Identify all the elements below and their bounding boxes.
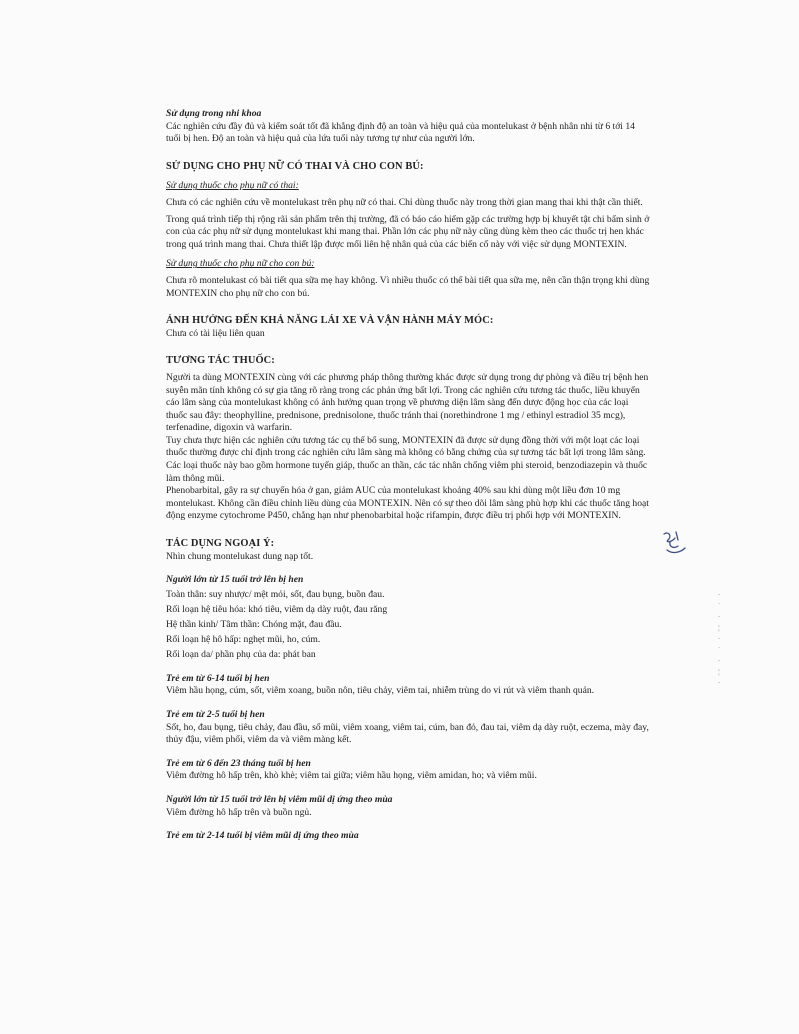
children-2-5-heading: Trẻ em từ 2-5 tuổi bị hen [166,709,265,720]
list-item: Hệ thần kinh/ Tâm thần: Chóng mặt, đau đầu. [166,618,342,630]
children-6-14-text: Viêm hầu họng, cúm, sốt, viêm xoang, buồn nôn, tiêu chảy, viêm tai, nhiễm trùng do vi rút và viêm thanh quản. [166,685,595,697]
pregnancy-heading: SỬ DỤNG CHO PHỤ NỮ CÓ THAI VÀ CHO CON BÚ: [166,160,424,172]
margin-dot: · [717,591,721,599]
nursing-paragraph: Chưa rõ montelukast có bài tiết qua sữa mẹ hay không. Vì nhiều thuốc có thể bài tiết qua sữa mẹ, nên cần thận trọng khi dùng MONTEXIN cho phụ nữ cho con bú. [166,274,650,299]
children-6-14-heading: Trẻ em từ 6-14 tuổi bị hen [166,672,270,684]
adults-rhinitis-heading: Người lớn từ 15 tuổi trở lên bị viêm mũi dị ứng theo mùa [166,793,393,805]
margin-dot: ˙ [717,602,721,610]
list-item: Rối loạn hệ tiêu hóa: khó tiêu, viêm dạ dày ruột, đau răng [166,603,388,615]
list-item: Toàn thân: suy nhược/ mệt mỏi, sốt, đau bụng, buồn đau. [166,588,385,600]
margin-dot: · [717,679,721,687]
interactions-paragraph-2: Tuy chưa thực hiện các nghiên cứu tương tác cụ thể bổ sung, MONTEXIN đã được sử dụng đồng thời với một loạt các loại thuốc thường được chỉ định trong các nghiên cứu lâm sàng mà không có bằng chứng của sự tương tác bất lợi trong lâm sàng. Các loại thuốc này bao gồm hormone tuyến giáp, thuốc an thần, các tác nhân chống viêm phi steroid, benzodiazepin và thuốc làm thông mũi. [166,434,648,484]
margin-marks [715,590,723,700]
nursing-subheading: Sử dụng thuốc cho phụ nữ cho con bú: [166,258,315,270]
paediatrics-heading: Sử dụng trong nhi khoa [166,108,262,119]
pregnant-subheading: Sử dụng thuốc cho phụ nữ có thai: [166,180,299,192]
side-effects-heading: TÁC DỤNG NGOẠI Ý: [166,538,275,550]
infants-text: Viêm đường hô hấp trên, khò khè; viêm tai giữa; viêm hầu họng, viêm amidan, ho; và viêm mũi. [166,770,537,782]
document-body [166,108,652,843]
margin-dot: ¦ [718,624,720,632]
adults-asthma-list [166,587,652,662]
margin-dot: · [717,613,721,621]
interactions-paragraph-1: Người ta dùng MONTEXIN cùng với các phương pháp thông thường khác được sử dụng trong dự phòng và điều trị bệnh hen suyễn mãn tính không có sự gia tăng rõ ràng trong các phản ứng bất lợi. Trong các nghiên cứu tương tác thuốc, liều khuyến cáo lâm sàng của montelukast không có ảnh hưởng quan trọng về phương diện lâm sàng đến dược động học của các loại thuốc sau đây: theophylline, prednisone, prednisolone, thuốc tránh thai (norethindrone 1 mg / ethinyl estradiol 35 mcg), terfenadine, digoxin và warfarin. [166,371,649,434]
adults-asthma-heading: Người lớn từ 15 tuổi trở lên bị hen [166,574,304,586]
driving-heading: ẢNH HƯỞNG ĐẾN KHẢ NĂNG LÁI XE VÀ VẬN HÀNH MÁY MÓC: [166,315,494,327]
pregnant-paragraph-2: Trong quá trình tiếp thị rộng rãi sản phẩm trên thị trường, đã có báo cáo hiếm gặp các trường hợp bị khuyết tật chi bẩm sinh ở con của các phụ nữ sử dụng montelukast khi mang thai. Phần lớn các phụ nữ này cũng dùng kèm theo các thuốc trị hen khác trong quá trình mang thai. Chưa thiết lập được mối liên hệ nhân quả của các biến cố này với việc sử dụng MONTEXIN. [166,213,650,250]
adults-rhinitis-text: Viêm đường hô hấp trên và buồn ngủ. [166,806,312,818]
driving-text: Chưa có tài liệu liên quan [166,327,265,339]
margin-dot: ˙ [717,646,721,654]
margin-dot: · [717,657,721,665]
infants-heading: Trẻ em từ 6 đến 23 tháng tuổi bị hen [166,757,311,769]
handwritten-signature [660,528,688,558]
margin-dot: · [717,635,721,643]
margin-dot: ¦ [718,668,720,676]
side-effects-intro: Nhìn chung montelukast dung nạp tốt. [166,550,314,562]
interactions-heading: TƯƠNG TÁC THUỐC: [166,355,275,367]
interactions-paragraph-3: Phenobarbital, gây ra sự chuyển hóa ở gan, giảm AUC của montelukast khoảng 40% sau khi dùng một liều đơn 10 mg montelukast. Không cần điều chỉnh liều dùng của MONTEXIN. Nên có sự theo dõi lâm sàng phù hợp khi các thuốc tăng hoạt động enzyme cytochrome P450, chẳng hạn như phenobarbital hoặc rifampin, được điều trị phối hợp với MONTEXIN. [166,485,649,522]
pregnant-paragraph-1: Chưa có các nghiên cứu về montelukast trên phụ nữ có thai. Chỉ dùng thuốc này trong thời gian mang thai khi thật cần thiết. [166,196,643,208]
children-rhinitis-heading: Trẻ em từ 2-14 tuổi bị viêm mũi dị ứng theo mùa [166,830,359,842]
list-item: Rối loạn da/ phần phụ của da: phát ban [166,648,316,660]
list-item: Rối loạn hệ hô hấp: nghẹt mũi, ho, cúm. [166,633,321,645]
children-2-5-text: Sốt, ho, đau bụng, tiêu chảy, đau đầu, sổ mũi, viêm xoang, viêm tai, cúm, ban đỏ, đau tai, viêm dạ dày ruột, eczema, mày đay, thủy đậu, viêm phổi, viêm da và viêm màng kết. [166,721,649,746]
paediatrics-text: Các nghiên cứu đầy đủ và kiểm soát tốt đã khẳng định độ an toàn và hiệu quả của montelukast ở bệnh nhân nhi từ 6 tới 14 tuổi bị hen. Độ an toàn và hiệu quả của lứa tuổi này tương tự như của người lớn. [166,120,635,145]
